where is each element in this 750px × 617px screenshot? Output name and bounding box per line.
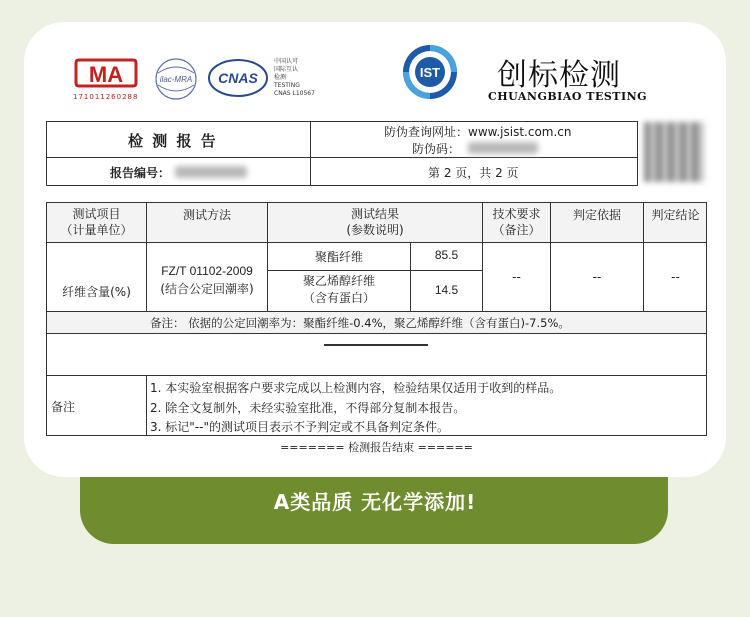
brand-name-cn: 创标检测 <box>497 58 621 93</box>
cell-fiber1-value: 85.5 <box>434 248 459 262</box>
report-number-label: 报告编号： <box>110 166 171 180</box>
anti-fake-code-redacted <box>468 142 538 154</box>
verify-url: 防伪查询网址：www.jsist.com.cn <box>384 125 572 139</box>
col-header-result: 测试结果 (参数说明) <box>346 207 404 237</box>
svg-text:IST: IST <box>419 65 441 80</box>
cell-conclusion: -- <box>671 270 680 284</box>
cell-fiber1-name: 聚酯纤维 <box>314 250 363 264</box>
qr-code-icon <box>644 122 704 182</box>
cell-item: 纤维含量(%) <box>62 285 131 299</box>
remark-2: 2. 除全文复制外，未经实验室批准，不得部分复制本报告。 <box>150 401 466 415</box>
cma-number: 171011260288 <box>73 93 139 101</box>
cnas-caption: 中国认可 国际互认 检测 TESTING CNAS L10567 <box>274 58 315 97</box>
cell-fiber2-name: 聚乙烯醇纤维 （含有蛋白） <box>302 274 375 305</box>
cell-method: FZ/T 01102-2009 (结合公定回潮率) <box>160 264 254 296</box>
cell-basis: -- <box>592 270 602 284</box>
page-info: 第 2 页，共 2 页 <box>428 166 519 180</box>
cell-tech: -- <box>512 270 521 284</box>
remarks-label: 备注 <box>51 400 76 414</box>
ist-logo-icon <box>400 42 460 102</box>
cnas-logo-icon <box>207 58 269 98</box>
col-header-basis: 判定依据 <box>572 208 621 222</box>
anti-fake-code-label: 防伪码： <box>412 142 461 156</box>
col-header-item: 测试项目 （计量单位） <box>60 207 133 237</box>
svg-text:CNAS: CNAS <box>218 70 258 86</box>
svg-text:ilac-MRA: ilac-MRA <box>159 75 193 84</box>
note-row: 备注： 依据的公定回潮率为：聚酯纤维-0.4%，聚乙烯醇纤维（含有蛋白)-7.5%。 <box>150 316 570 330</box>
remark-3: 3. 标记"--"的测试项目表示不予判定或不具备判定条件。 <box>150 420 449 434</box>
col-header-tech: 技术要求 （备注） <box>492 207 541 237</box>
cell-fiber2-value: 14.5 <box>434 283 459 297</box>
cma-logo-icon <box>73 57 139 89</box>
report-end-marker: ======= 检测报告结束 ====== <box>280 441 473 454</box>
promo-text: A类品质 无化学添加! <box>273 490 477 514</box>
ilac-mra-logo-icon <box>152 57 200 101</box>
col-header-method: 测试方法 <box>182 208 231 222</box>
brand-name-en: CHUANGBIAO TESTING <box>488 90 648 103</box>
col-header-conclusion: 判定结论 <box>651 208 700 222</box>
report-title: 检 测 报 告 <box>128 132 218 150</box>
svg-text:MA: MA <box>88 62 124 87</box>
report-number-redacted <box>175 166 247 178</box>
remark-1: 1. 本实验室根据客户要求完成以上检测内容，检验结果仅适用于收到的样品。 <box>150 381 562 395</box>
